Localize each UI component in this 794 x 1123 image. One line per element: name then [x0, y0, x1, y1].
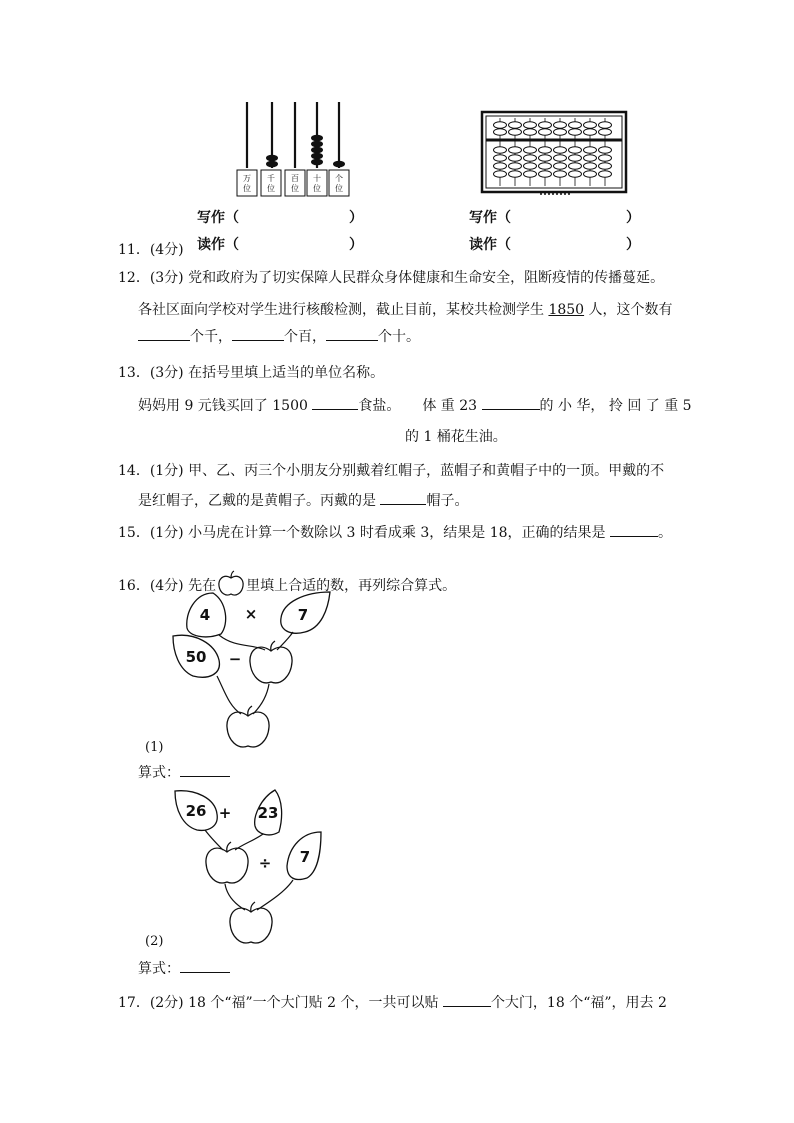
- q13-text-2: 食盐。: [358, 398, 401, 414]
- answer-blank[interactable]: [232, 326, 284, 341]
- diagram-2-label: (2): [145, 934, 164, 949]
- answer-blank[interactable]: [443, 992, 491, 1007]
- operator-minus: −: [228, 650, 242, 668]
- q15-line: [118, 522, 672, 544]
- q17-text-2: 个大门，18 个“福”，用去 2: [490, 995, 667, 1011]
- q12-line3: [138, 326, 420, 348]
- formula-label-1: 算式：: [138, 765, 180, 781]
- q12-bai: 个百，: [284, 329, 326, 345]
- operator-divide: ÷: [258, 854, 272, 872]
- close-paren-right: ）: [626, 210, 640, 226]
- q14-line1: 14．(1分) 甲、乙、丙三个小朋友分别戴着红帽子，蓝帽子和黄帽子中的一顶。甲戴的不: [118, 463, 665, 479]
- apple-shape: [230, 908, 272, 943]
- q14-text: 是红帽子，乙戴的是黄帽子。丙戴的是: [138, 493, 381, 509]
- place-label-wan: 万位: [243, 174, 251, 193]
- formula-1-blank[interactable]: [180, 762, 230, 777]
- answer-blank[interactable]: [138, 326, 190, 341]
- leaf-value-4: 4: [199, 606, 211, 624]
- q17-text: 17．(2分) 18 个“福”一个大门贴 2 个，一共可以贴: [118, 995, 443, 1011]
- q13-line3: 的 1 桶花生油。: [405, 429, 507, 445]
- q12-shi: 个十。: [378, 329, 420, 345]
- answer-blank[interactable]: [380, 490, 426, 505]
- place-label-bai: 百位: [291, 174, 299, 193]
- q13-text-3: 体 重 23: [422, 398, 482, 414]
- q13-line1: 13．(3分) 在括号里填上适当的单位名称。: [118, 365, 385, 381]
- q10-write-right: [469, 207, 640, 229]
- place-label-shi: 十位: [313, 174, 321, 193]
- leaf-value-50: 50: [185, 648, 207, 666]
- q14-text-2: 帽子。: [426, 493, 469, 509]
- q15-text-2: 。: [657, 525, 672, 541]
- place-label-qian: 千位: [267, 174, 275, 193]
- answer-blank[interactable]: [312, 395, 358, 410]
- q10-read-left: [197, 234, 363, 256]
- q13-text: 妈妈用 9 元钱买回了 1500: [138, 398, 313, 414]
- q12-qian: 个千，: [190, 329, 232, 345]
- apple-shape: [206, 848, 248, 883]
- leaf-value-7: 7: [297, 606, 309, 624]
- formula-2-blank[interactable]: [180, 958, 230, 973]
- close-paren-left-2: ）: [349, 237, 363, 253]
- leaf-value-7b: 7: [299, 848, 311, 866]
- q10-write-left: [197, 207, 363, 229]
- write-label-right: 写作（: [469, 210, 511, 226]
- q13-text-4: 的 小 华， 拎 回 了 重 5: [539, 398, 692, 414]
- leaf-value-26: 26: [185, 802, 207, 820]
- q15-text: 15．(1分) 小马虎在计算一个数除以 3 时看成乘 3，结果是 18，正确的结果是: [118, 525, 610, 541]
- q12-text: 各社区面向学校对学生进行核酸检测，截止目前，某校共检测学生: [138, 302, 549, 318]
- close-paren-right-2: ）: [626, 237, 640, 253]
- read-label-right: 读作（: [469, 237, 511, 253]
- operator-times: ×: [244, 605, 258, 623]
- operator-plus: +: [218, 804, 232, 822]
- q12-text-2: 人，这个数有: [584, 302, 673, 318]
- answer-blank[interactable]: [326, 326, 378, 341]
- formula-label-2: 算式：: [138, 961, 180, 977]
- q11-number: 11．(4分): [118, 242, 184, 258]
- apple-shape: [250, 647, 292, 683]
- formula-2: [138, 958, 230, 980]
- q12-number-1850: 1850: [548, 302, 585, 318]
- answer-blank[interactable]: [482, 395, 540, 410]
- q16-text-2: 里填上合适的数，再列综合算式。: [246, 578, 457, 594]
- read-label-left: 读作（: [197, 237, 239, 253]
- counting-frame-figure: [232, 96, 362, 198]
- answer-blank[interactable]: [610, 522, 658, 537]
- q10-read-right: [469, 234, 640, 256]
- formula-1: [138, 762, 230, 784]
- calc-tree-2: [165, 786, 345, 950]
- place-label-ge: 个位: [335, 174, 343, 193]
- leaf-value-23: 23: [257, 804, 279, 822]
- q12-line2: [138, 299, 673, 321]
- q14-line2: [138, 490, 468, 512]
- q16-text: 16．(4分) 先在: [118, 578, 217, 594]
- q17-line: [118, 992, 667, 1014]
- q13-line2: [138, 395, 692, 417]
- diagram-1-label: (1): [145, 740, 164, 755]
- q12-line1: 12．(3分) 党和政府为了切实保障人民群众身体健康和生命安全，阻断疫情的传播蔓延。: [118, 270, 665, 286]
- write-label-left: 写作（: [197, 210, 239, 226]
- close-paren-left: ）: [349, 210, 363, 226]
- apple-shape: [227, 712, 269, 747]
- calc-tree-1: [165, 588, 345, 752]
- abacus-figure: [480, 110, 628, 198]
